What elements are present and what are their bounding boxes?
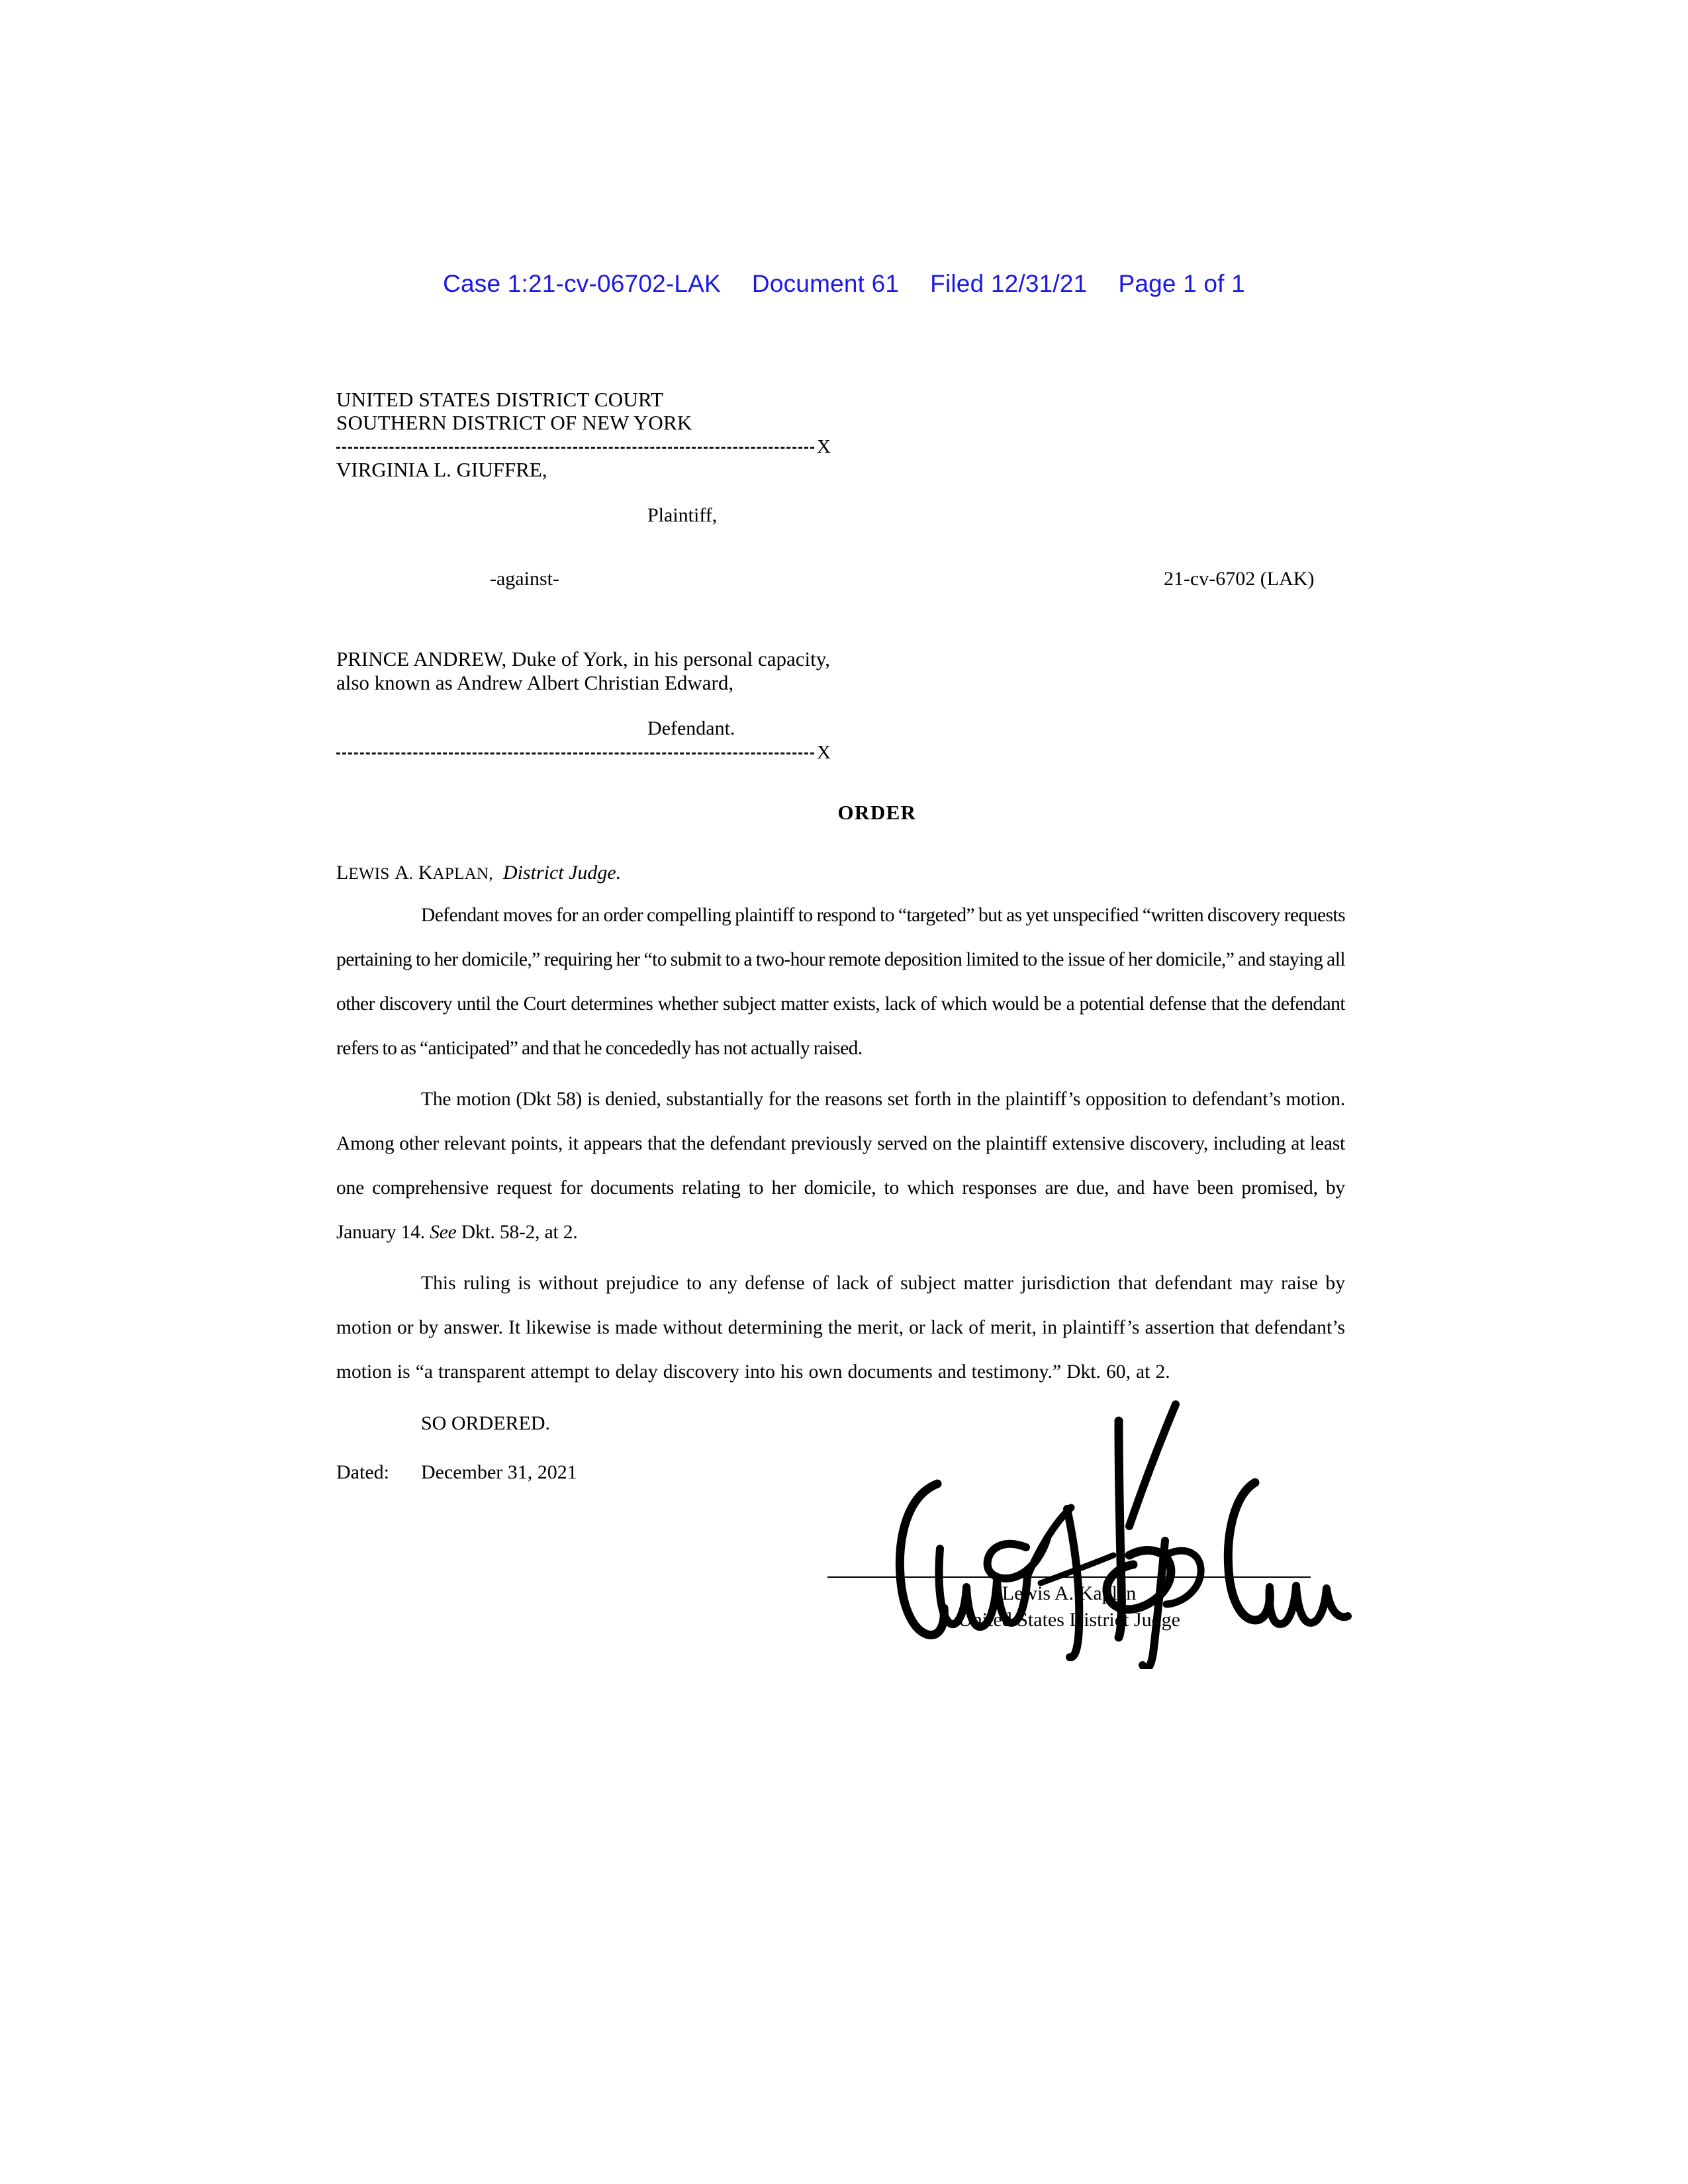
judge-byline-spacer xyxy=(336,825,1345,862)
judge-middle-rest: . xyxy=(408,865,414,883)
caption-top-rule xyxy=(336,437,1345,457)
caption-spacer-3 xyxy=(336,590,1345,647)
ecf-document-number: Document 61 xyxy=(751,270,900,297)
order-title-spacer xyxy=(336,764,1345,801)
page-title: ORDER xyxy=(837,801,917,824)
defendant-role-label: Defendant. xyxy=(647,717,735,739)
court-name-line-1: UNITED STATES DISTRICT COURT xyxy=(336,388,664,411)
plaintiff-role-label: Plaintiff, xyxy=(647,504,718,526)
order-paragraph-3: This ruling is without prejudice to any defense of lack of subject matter jurisdiction that defendant may raise by motion or by answer. It likewise is made without determining the merit, or lack of merit, in plaintiff’s assertion that defendant’s motion is “a transparent attempt to delay discovery into his own documents and testimony.” Dkt. 60, at 2. xyxy=(336,1273,1345,1383)
dated-label: Dated: xyxy=(336,1461,389,1483)
body-start-spacer xyxy=(336,884,1345,893)
dated-line xyxy=(336,1458,1345,1487)
document-body xyxy=(336,388,1345,1487)
paragraph-gap-2 xyxy=(336,1255,1345,1261)
signature-title: United States District Judge xyxy=(958,1609,1180,1631)
judge-first-initial: L xyxy=(336,862,349,884)
defendant-name-line-1: PRINCE ANDREW, Duke of York, in his personal capacity, xyxy=(336,647,830,670)
ecf-page-number: Page 1 of 1 xyxy=(1118,270,1245,297)
court-name-line-2: SOUTHERN DISTRICT OF NEW YORK xyxy=(336,411,692,434)
defendant-name-line-2: also known as Andrew Albert Christian Edward, xyxy=(336,671,734,694)
dated-value: December 31, 2021 xyxy=(421,1461,577,1483)
signature-line xyxy=(827,1576,1311,1578)
signature-name: Lewis A. Kaplan xyxy=(1002,1582,1137,1604)
caption-dashed-line-top xyxy=(336,447,814,449)
judge-title-italic: District Judge. xyxy=(502,862,622,884)
caption-x-mark-top: X xyxy=(817,436,831,457)
against-label: -against- xyxy=(490,568,559,590)
caption-dashed-line-bottom xyxy=(336,752,814,754)
judge-last-rest: APLAN, xyxy=(432,865,493,883)
so-ordered-line: SO ORDERED. xyxy=(421,1412,551,1434)
ecf-header-stamp xyxy=(0,270,1688,298)
judge-first-rest: EWIS xyxy=(348,865,390,883)
caption-x-mark-bottom: X xyxy=(817,742,831,763)
order-paragraph-2-text: The motion (Dkt 58) is denied, substantially for the reasons set forth in the plaintiff’s opposition to defendant’s motion. Among other relevant points, it appears that the defendant previously served on the plaintiff extensive discovery, including at least one comprehensive request for documents relating to her domicile, to which responses are due, and have been promised, by January 14. xyxy=(336,1089,1345,1243)
citation-signal-see: See xyxy=(430,1222,457,1243)
caption-bottom-rule xyxy=(336,743,1345,762)
case-number: 21-cv-6702 (LAK) xyxy=(1164,568,1315,590)
caption-spacer-4 xyxy=(336,695,1345,717)
caption-spacer-2 xyxy=(336,527,1345,568)
ecf-filed-date: Filed 12/31/21 xyxy=(930,270,1088,297)
caption-spacer-1 xyxy=(336,482,1345,504)
judge-last-initial: K xyxy=(418,862,433,884)
judge-middle-initial: A xyxy=(395,862,409,884)
order-paragraph-2-citation: Dkt. 58-2, at 2. xyxy=(456,1222,578,1243)
plaintiff-name: VIRGINIA L. GIUFFRE, xyxy=(336,458,547,481)
ecf-case-number: Case 1:21-cv-06702-LAK xyxy=(443,270,721,297)
paragraph-gap-1 xyxy=(336,1071,1345,1077)
judge-byline xyxy=(336,862,1345,884)
order-paragraph-2 xyxy=(336,1077,1345,1255)
order-paragraph-1: Defendant moves for an order compelling plaintiff to respond to “targeted” but as yet unspecified “written discovery requests pertaining to her domicile,” requiring her “to submit to a two-hour remote deposition limited to the issue of her domicile,” and staying all other discovery until the Court determines whether subject matter exists, lack of which would be a potential defense that the defendant refers to as “anticipated” and that he concededly has not actually raised. xyxy=(336,905,1345,1059)
